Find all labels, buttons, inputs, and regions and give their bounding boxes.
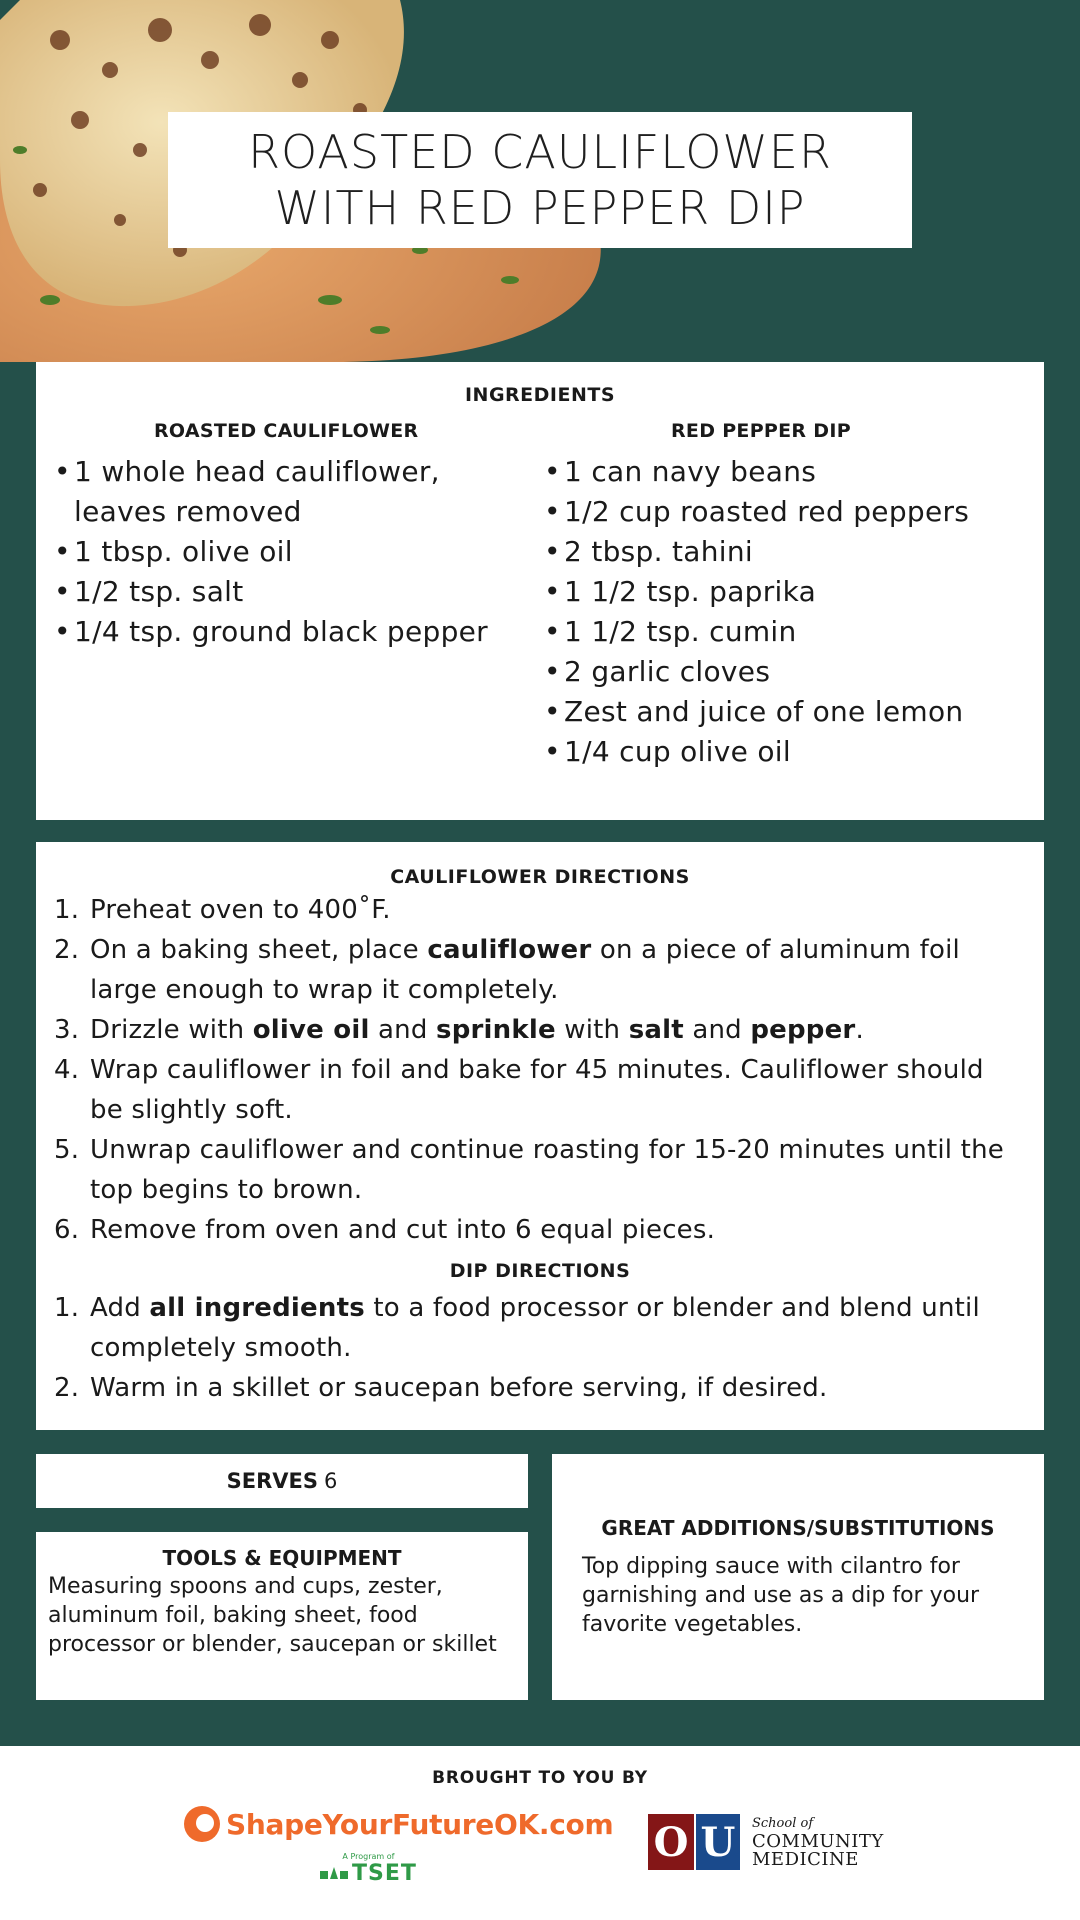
directions-card	[36, 842, 1044, 1430]
step-number: 1.	[54, 895, 80, 925]
dip-ingredient-list	[544, 452, 1034, 772]
step-number: 2.	[54, 1373, 80, 1403]
serves-value: 6	[324, 1469, 338, 1493]
step-text: .	[855, 1015, 864, 1045]
list-item: • 1 1/2 tsp. cumin	[544, 612, 1034, 652]
ou-school-of: School of	[752, 1816, 814, 1831]
tset-logo	[320, 1852, 417, 1886]
sponsor-footer	[0, 1746, 1080, 1920]
list-item	[54, 1368, 1024, 1408]
list-item: • 1/4 tsp. ground black pepper	[54, 612, 524, 652]
list-item: • 1/2 cup roasted red peppers	[544, 492, 1034, 532]
step-text: and	[369, 1015, 437, 1045]
ou-community-medicine-logo	[648, 1814, 884, 1870]
serves-label: SERVES	[226, 1469, 318, 1493]
list-item: • 1 tbsp. olive oil	[54, 532, 524, 572]
step-text: to a food processor or blender and blend until completely smooth.	[90, 1293, 980, 1363]
recipe-title	[168, 112, 912, 248]
tset-program-label: A Program of	[342, 1852, 395, 1861]
dip-ingredients	[544, 420, 1034, 772]
cauliflower-directions-list	[54, 890, 1024, 1250]
step-number: 3.	[54, 1015, 80, 1045]
additions-heading: GREAT ADDITIONS/SUBSTITUTIONS	[601, 1516, 995, 1540]
brought-to-you-by: BROUGHT TO YOU BY	[432, 1768, 648, 1788]
list-item	[54, 890, 1024, 930]
additions-card	[552, 1454, 1044, 1700]
step-emphasis: cauliflower	[427, 935, 592, 965]
dip-directions-list	[54, 1288, 1024, 1408]
list-item: • 1 can navy beans	[544, 452, 1034, 492]
cauliflower-ingredients-heading: ROASTED CAULIFLOWER	[154, 420, 419, 442]
step-number: 4.	[54, 1055, 80, 1085]
step-emphasis: all ingredients	[149, 1293, 365, 1323]
step-emphasis: sprinkle	[436, 1015, 556, 1045]
title-line-2: WITH RED PEPPER DIP	[274, 181, 806, 235]
list-item: • 1 whole head cauliflower, leaves removed	[54, 452, 524, 532]
list-item	[54, 930, 1024, 1010]
list-item: • 1/2 tsp. salt	[54, 572, 524, 612]
list-item: • 1/4 cup olive oil	[544, 732, 1034, 772]
step-text: on a piece of aluminum foil large enough to wrap it completely.	[90, 935, 960, 1005]
step-text: Warm in a skillet or saucepan before serving, if desired.	[90, 1373, 828, 1403]
ou-o-letter: O	[648, 1814, 694, 1870]
step-number: 1.	[54, 1293, 80, 1323]
tools-heading: TOOLS & EQUIPMENT	[162, 1546, 402, 1570]
serves-card	[36, 1454, 528, 1508]
ou-community: COMMUNITY	[752, 1831, 884, 1852]
ou-medicine: MEDICINE	[752, 1849, 859, 1870]
list-item	[54, 1130, 1024, 1210]
step-text: Remove from oven and cut into 6 equal pieces.	[90, 1215, 716, 1245]
shape-your-future-logo	[184, 1806, 613, 1842]
shape-logo-icon	[184, 1806, 220, 1842]
ou-u-letter: U	[696, 1814, 740, 1870]
step-number: 5.	[54, 1135, 80, 1165]
cauliflower-ingredients	[54, 420, 524, 652]
tset-mark-icon	[320, 1865, 348, 1883]
tools-card	[36, 1532, 528, 1700]
title-line-1: ROASTED CAULIFLOWER	[248, 125, 832, 179]
step-text: Add	[90, 1293, 150, 1323]
tset-wordmark: TSET	[352, 1861, 417, 1886]
step-number: 2.	[54, 935, 80, 965]
step-text: Preheat oven to 400˚F.	[90, 895, 391, 925]
step-text: Unwrap cauliflower and continue roasting for 15-20 minutes until the top begins to brown.	[90, 1135, 1004, 1205]
list-item	[54, 1010, 1024, 1050]
additions-body: Top dipping sauce with cilantro for garnishing and use as a dip for your favorite vegetables.	[582, 1554, 980, 1637]
list-item	[54, 1050, 1024, 1130]
step-text: Wrap cauliflower in foil and bake for 45 minutes. Cauliflower should be slightly soft.	[90, 1055, 984, 1125]
list-item	[54, 1288, 1024, 1368]
ingredients-card	[36, 362, 1044, 820]
step-number: 6.	[54, 1215, 80, 1245]
dip-directions-heading: DIP DIRECTIONS	[449, 1260, 631, 1282]
list-item: • Zest and juice of one lemon	[544, 692, 1034, 732]
cauliflower-directions-heading: CAULIFLOWER DIRECTIONS	[390, 866, 690, 888]
step-text: On a baking sheet, place	[90, 935, 428, 965]
tools-body: Measuring spoons and cups, zester, aluminum foil, baking sheet, food processor or blender, saucepan or skillet	[48, 1574, 497, 1657]
dip-ingredients-heading: RED PEPPER DIP	[671, 420, 851, 442]
shape-logo-text: ShapeYourFutureOK.com	[226, 1807, 614, 1841]
step-text: Drizzle with	[90, 1015, 253, 1045]
cauliflower-ingredient-list	[54, 452, 524, 652]
list-item: • 1 1/2 tsp. paprika	[544, 572, 1034, 612]
list-item: • 2 tbsp. tahini	[544, 532, 1034, 572]
step-emphasis: pepper	[750, 1015, 856, 1045]
list-item: • 2 garlic cloves	[544, 652, 1034, 692]
ingredients-heading: INGREDIENTS	[464, 384, 616, 406]
step-text: and	[683, 1015, 751, 1045]
step-emphasis: olive oil	[252, 1015, 370, 1045]
step-emphasis: salt	[628, 1015, 684, 1045]
list-item	[54, 1210, 1024, 1250]
step-text: with	[555, 1015, 629, 1045]
